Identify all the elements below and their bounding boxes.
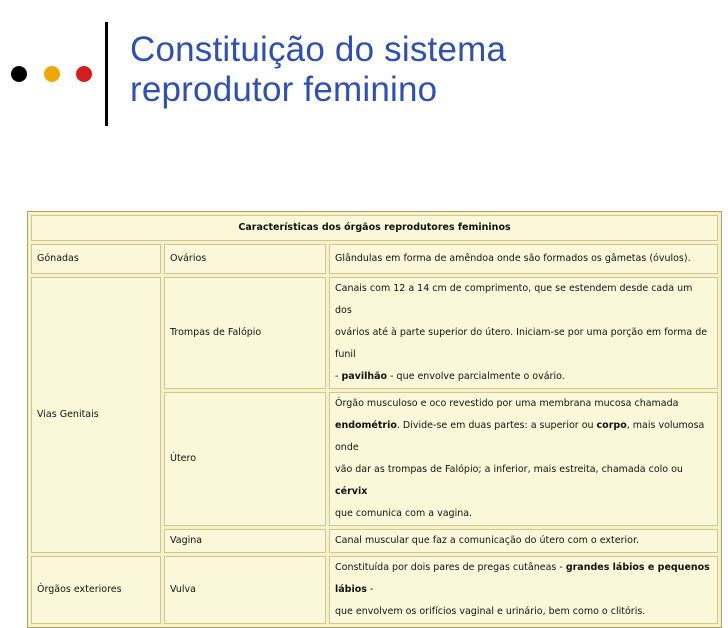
bullet-dots: [11, 66, 93, 84]
title-line-2: reprodutor feminino: [130, 70, 438, 109]
description-line: ovários até à parte superior do útero. Iniciam-se por uma porção em forma de funil: [335, 327, 708, 360]
organ-cell: Trompas de Falópio: [164, 277, 326, 389]
organ-cell: Útero: [164, 392, 326, 526]
description-line: Órgão musculoso e oco revestido por uma membrana mucosa chamada: [335, 398, 679, 409]
category-cell: Órgãos exteriores: [31, 556, 161, 624]
dot-black: [11, 66, 27, 82]
category-cell: Vias Genitais: [31, 277, 161, 553]
term-labios: grandes lábios e pequenos lábios: [335, 562, 710, 595]
term-endometrio: endométrio: [335, 420, 397, 431]
page-title: [130, 30, 720, 110]
description-line: Canais com 12 a 14 cm de comprimento, que se estendem desde cada um dos: [335, 283, 693, 316]
description-line: Constituída por dois pares de pregas cutâneas - grandes lábios e pequenos lábios -: [335, 562, 710, 595]
description-cell: Glândulas em forma de amêndoa onde são formados os gâmetas (óvulos).: [329, 244, 718, 274]
description-cell: Canal muscular que faz a comunicação do útero com o exterior.: [329, 529, 718, 553]
organ-cell: Vulva: [164, 556, 326, 624]
description-line: vão dar as trompas de Falópio; a inferior, mais estreita, chamada colo ou cérvix: [335, 464, 683, 497]
term-corpo: corpo: [596, 420, 627, 431]
term-cervix: cérvix: [335, 486, 368, 497]
title-divider: [105, 22, 108, 126]
category-cell: Gónadas: [31, 244, 161, 274]
organ-cell: Ovários: [164, 244, 326, 274]
description-line: que comunica com a vagina.: [335, 508, 473, 519]
dot-red: [76, 66, 92, 82]
term-pavilhao: pavilhão: [341, 371, 388, 382]
organ-cell: Vagina: [164, 529, 326, 553]
title-line-1: Constituição do sistema: [130, 30, 507, 69]
description-cell: [329, 277, 718, 389]
description-line: que envolvem os orifícios vaginal e urinário, bem como o clitóris.: [335, 606, 646, 617]
description-cell: [329, 392, 718, 526]
description-line: endométrio. Divide-se em duas partes: a superior ou corpo, mais volumosa onde: [335, 420, 705, 453]
description-line: - pavilhão - que envolve parcialmente o ovário.: [335, 371, 565, 382]
organs-table: [27, 211, 722, 617]
description-cell: [329, 556, 718, 624]
table-header: Características dos órgãos reprodutores femininos: [31, 215, 718, 241]
dot-orange: [44, 66, 60, 82]
